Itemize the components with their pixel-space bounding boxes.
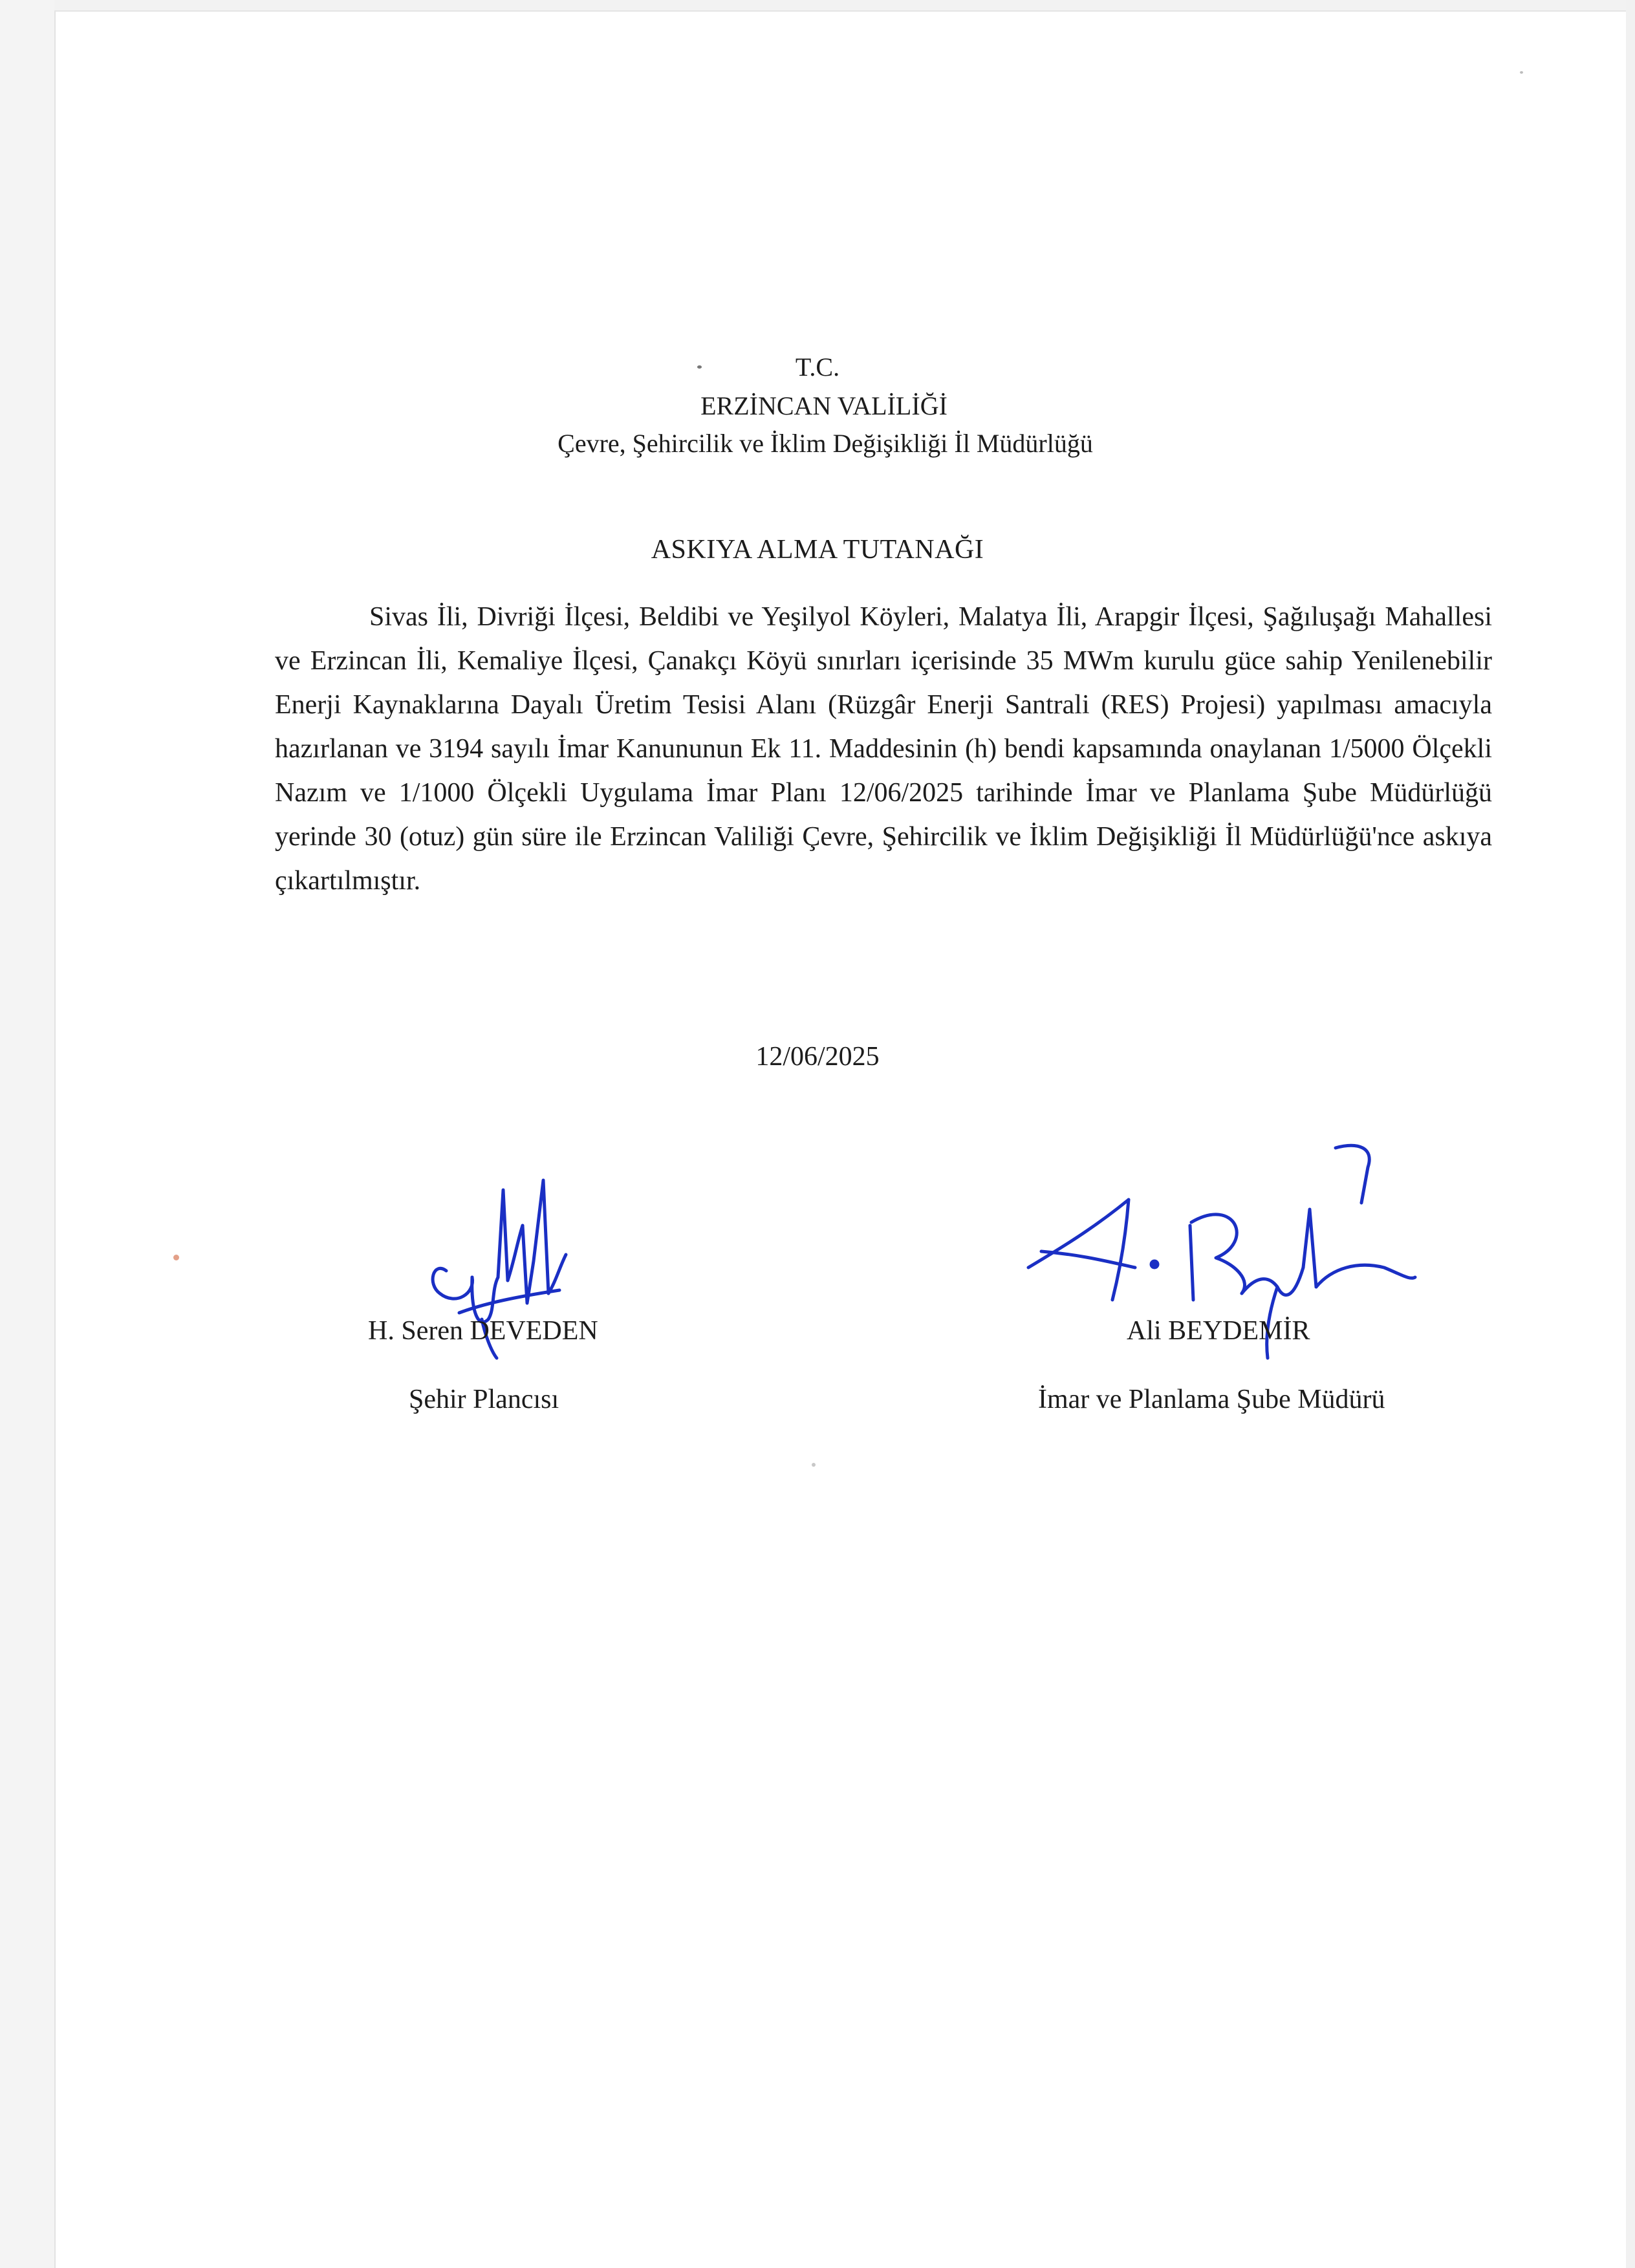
scan-edge-top [54, 0, 1635, 12]
document-body: Sivas İli, Divriği İlçesi, Beldibi ve Yeşilyol Köyleri, Malatya İli, Arapgir İlçesi, Şağıluşağı Mahallesi ve Erzincan İli, Kemaliye İlçesi, Çanakçı Köyü sınırları içerisinde 35 MWm kurulu güce sahip Yenilenebilir Enerji Kaynaklarına Dayalı Üretim Tesisi Alanı (Rüzgâr Enerji Santrali (RES) Projesi) yapılması amacıyla hazırlanan ve 3194 sayılı İmar Kanununun Ek 11. Maddesinin (h) bendi kapsamında onaylanan 1/5000 Ölçekli Nazım ve 1/1000 Ölçekli Uygulama İmar Planı 12/06/2025 tarihinde İmar ve Planlama Şube Müdürlüğü yerinde 30 (otuz) gün süre ile Erzincan Valiliği Çevre, Şehircilik ve İklim Değişikliği İl Müdürlüğü'nce askıya çıkartılmıştır. [275, 602, 1492, 896]
signature-beydemir [1022, 1138, 1423, 1384]
scan-edge-right [1626, 0, 1635, 2268]
header-line-directorate: Çevre, Şehircilik ve İklim Değişikliği İl Müdürlüğü [558, 429, 1093, 458]
document-date: 12/06/2025 [755, 1042, 880, 1072]
signatory-name: H. Seren DEVEDEN [368, 1316, 598, 1346]
signatory-title: İmar ve Planlama Şube Müdürü [1038, 1385, 1385, 1414]
header-line-governorship: ERZİNCAN VALİLİĞİ [700, 391, 947, 420]
document-title: ASKIYA ALMA TUTANAĞI [651, 535, 984, 565]
header-line-tc: T.C. [795, 352, 840, 382]
signatory-title: Şehir Plancısı [409, 1385, 559, 1414]
scan-speck [173, 1255, 179, 1260]
scan-edge-left [0, 0, 56, 2268]
scan-speck [1520, 71, 1523, 74]
signatory-name: Ali BEYDEMİR [1127, 1316, 1310, 1346]
scan-speck [812, 1463, 816, 1467]
